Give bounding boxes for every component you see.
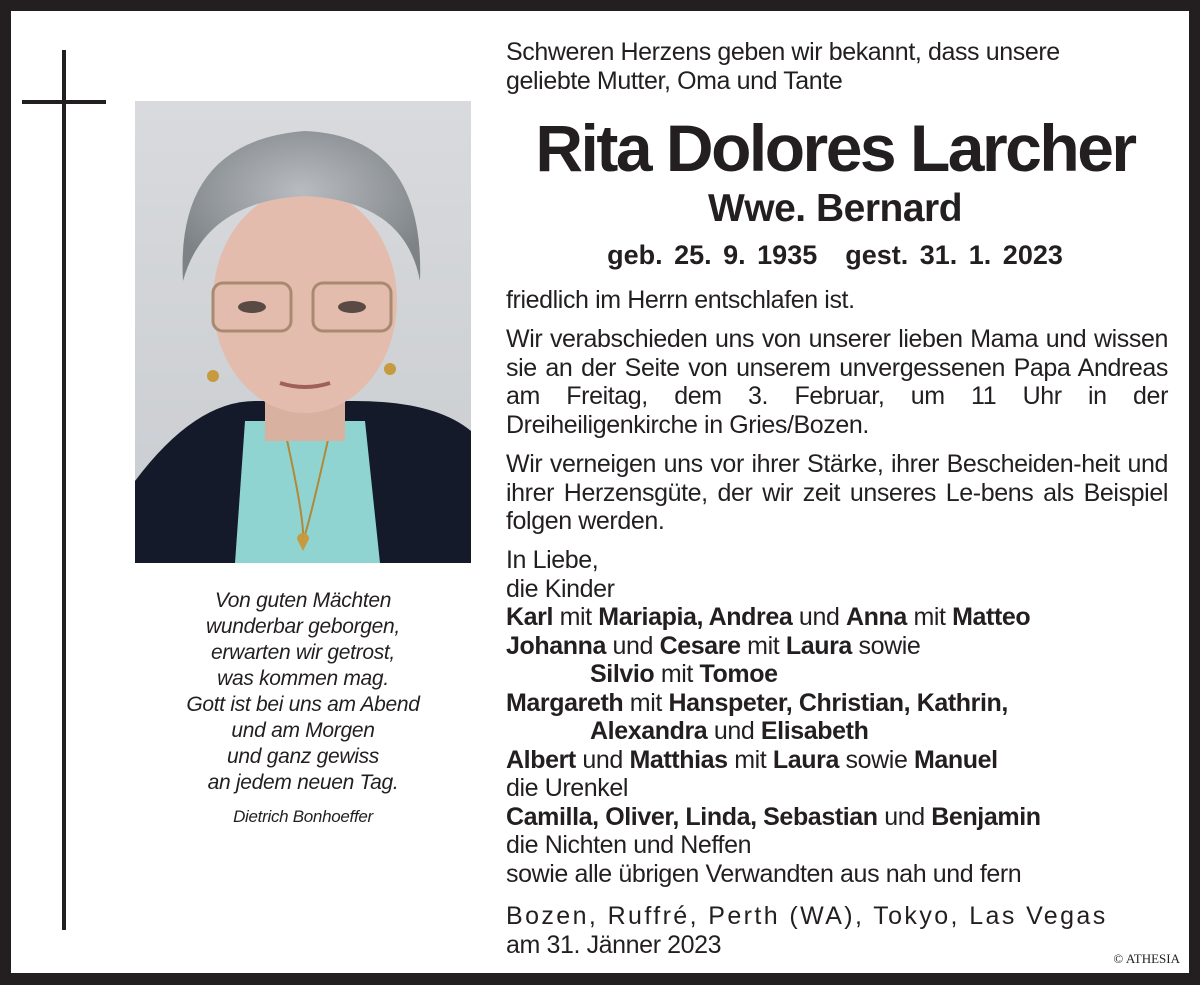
- family-text: mit: [623, 688, 669, 717]
- death-date: gest. 31. 1. 2023: [845, 240, 1063, 270]
- family-line: [506, 660, 1168, 689]
- quote-line: und ganz gewiss: [227, 745, 379, 768]
- family-text: die Kinder: [506, 574, 615, 603]
- cross-icon-bar: [22, 100, 106, 104]
- family-name: Margareth: [506, 688, 624, 717]
- family-name: Cesare: [659, 631, 741, 660]
- family-name: Mariapia, Andrea: [598, 603, 793, 631]
- paragraph-passed: friedlich im Herrn entschlafen ist.: [506, 286, 855, 314]
- paragraph-tribute: Wir verneigen uns vor ihrer Stärke, ihrer Bescheiden-heit und ihrer Herzensgüte, der wir zeit unseres Le-bens als Beispiel folgen werden.: [506, 450, 1168, 535]
- deceased-name: Rita Dolores Larcher: [535, 111, 1135, 185]
- quote-line: was kommen mag.: [217, 667, 389, 690]
- date-line: am 31. Jänner 2023: [506, 930, 722, 959]
- family-line: [506, 774, 1168, 803]
- quote-line: an jedem neuen Tag.: [207, 771, 399, 794]
- quote-line: und am Morgen: [231, 719, 375, 742]
- family-text: sowie alle übrigen Verwandten aus nah und fern: [506, 859, 1022, 888]
- copyright: © ATHESIA: [1113, 951, 1180, 966]
- family-name: Johanna: [506, 631, 606, 660]
- family-name: Matthias: [629, 745, 728, 774]
- paragraph-funeral: Wir verabschieden uns von unserer lieben Mama und wissen sie an der Seite von unserem unvergessenen Papa Andreas am Freitag, dem 3. Februar, um 11 Uhr in der Dreiheiligenkirche in Gries/Bozen.: [506, 325, 1168, 439]
- family-name: Matteo: [952, 603, 1031, 631]
- family-text: mit: [906, 603, 953, 631]
- quote-author: Dietrich Bonhoeffer: [233, 807, 373, 826]
- family-line: [506, 546, 1168, 575]
- family-name: Tomoe: [699, 660, 778, 688]
- family-text: mit: [727, 745, 773, 774]
- quote-line: Gott ist bei uns am Abend: [186, 693, 420, 716]
- portrait-photo: [135, 101, 471, 563]
- places: Bozen, Ruffré, Perth (WA), Tokyo, Las Vegas: [506, 902, 1108, 930]
- family-text: mit: [553, 603, 599, 631]
- family-text: die Urenkel: [506, 774, 629, 802]
- family-line: [506, 717, 1168, 746]
- family-text: und: [606, 631, 660, 660]
- family-line: [506, 831, 1168, 860]
- family-line: [506, 575, 1168, 604]
- family-line: [506, 746, 1168, 775]
- family-text: und: [575, 745, 630, 774]
- intro-line: geliebte Mutter, Oma und Tante: [506, 66, 843, 95]
- family-name: Anna: [846, 603, 907, 631]
- intro-line: Schweren Herzens geben wir bekannt, dass unsere: [506, 38, 1060, 66]
- quote: [150, 588, 456, 830]
- family-name: Laura: [785, 631, 852, 660]
- intro: [506, 38, 1168, 95]
- family-name: Benjamin: [931, 802, 1041, 831]
- family-line: [506, 603, 1168, 632]
- family-line: [506, 632, 1168, 661]
- family-name: Camilla, Oliver, Linda, Sebastian: [506, 802, 878, 831]
- quote-line: wunderbar geborgen,: [206, 615, 400, 638]
- family-text: und: [792, 603, 846, 631]
- quote-line: erwarten wir getrost,: [211, 641, 395, 664]
- family-text: In Liebe,: [506, 546, 599, 574]
- cross-icon: [62, 50, 66, 930]
- family-text: die Nichten und Neffen: [506, 831, 752, 859]
- family-name: Laura: [772, 745, 839, 774]
- family-name: Hanspeter, Christian, Kathrin,: [668, 688, 1008, 717]
- family-text: sowie: [838, 745, 914, 774]
- closing: [506, 902, 1168, 959]
- family-name: Alexandra: [590, 717, 708, 745]
- family-text: und: [877, 802, 932, 831]
- family-name: Silvio: [590, 660, 655, 688]
- widow-of: Wwe. Bernard: [707, 187, 963, 230]
- family-line: [506, 860, 1168, 889]
- family-text: mit: [740, 631, 786, 660]
- dates: [500, 240, 1170, 271]
- family-line: [506, 689, 1168, 718]
- family-line: [506, 803, 1168, 832]
- family-name: Manuel: [914, 745, 998, 774]
- family-name: Elisabeth: [760, 717, 869, 745]
- family-text: und: [707, 717, 761, 745]
- family-text: sowie: [851, 631, 921, 660]
- birth-date: geb. 25. 9. 1935: [607, 240, 818, 270]
- family-text: mit: [654, 660, 700, 688]
- family-list: [506, 546, 1168, 888]
- family-name: Karl: [506, 603, 554, 631]
- family-name: Albert: [506, 745, 576, 774]
- quote-line: Von guten Mächten: [214, 589, 392, 612]
